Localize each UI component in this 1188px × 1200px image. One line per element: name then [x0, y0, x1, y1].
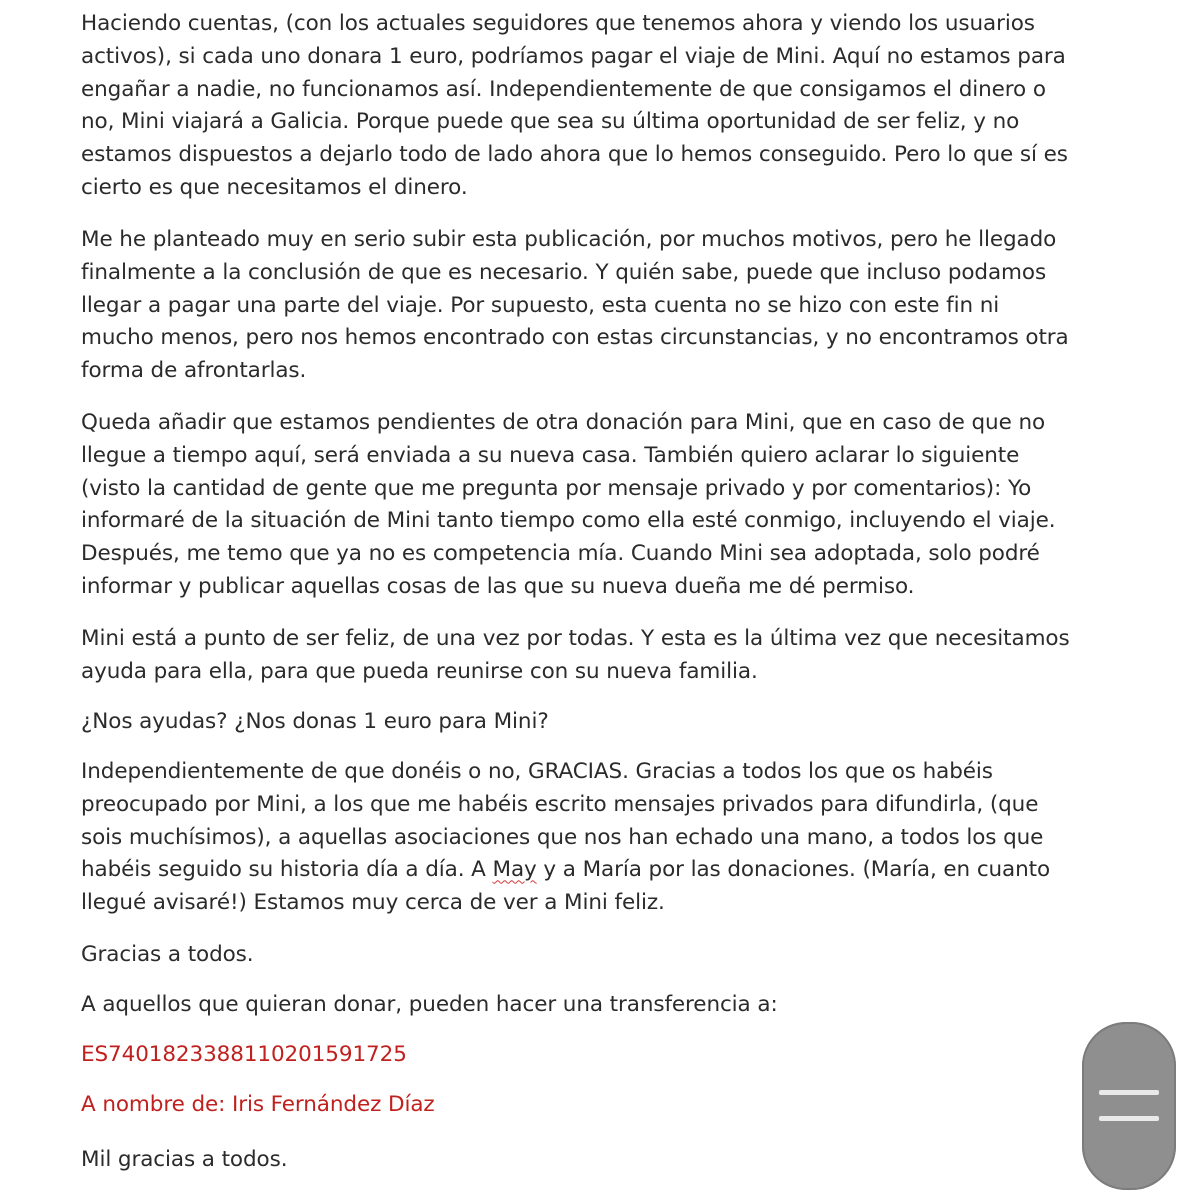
paragraph-8: A aquellos que quieran donar, pueden hacer una transferencia a:: [81, 992, 778, 1017]
grip-line-top: [1099, 1090, 1159, 1095]
paragraph-7: Gracias a todos.: [81, 942, 254, 967]
spellcheck-marked-word[interactable]: May: [492, 857, 537, 883]
paragraph-2: Me he planteado muy en serio subir esta publicación, por muchos motivos, pero he llegado finalmente a la conclusión de que es necesario. Y quién sabe, puede que incluso podamos llegar a pagar una parte del viaje. Por supuesto, esta cuenta no se hizo con este fin ni mucho menos, pero nos hemos encontrado con estas circunstancias, y no encontramos otra forma de afrontarlas.: [81, 227, 1069, 384]
paragraph-6: [81, 756, 1071, 920]
paragraph-6-text-start: Independientemente de que donéis o no, GRACIAS. Gracias a todos los que os habéis preocupado por Mini, a los que me habéis escrito mensajes privados para difundirla, (que sois muchísimos), a aquellas asociaciones que nos han echado una mano, a todos los que habéis seguido su historia día a día. A: [81, 759, 1044, 883]
paragraph-4: Mini está a punto de ser feliz, de una vez por todas. Y esta es la última vez que necesitamos ayuda para ella, para que pueda reunirse con su nueva familia.: [81, 626, 1070, 684]
paragraph-1: Haciendo cuentas, (con los actuales seguidores que tenemos ahora y viendo los usuarios activos), si cada uno donara 1 euro, podríamos pagar el viaje de Mini. Aquí no estamos para engañar a nadie, no funcionamos así. Independientemente de que consigamos el dinero o no, Mini viajará a Galicia. Porque puede que sea su última oportunidad de ser feliz, y no estamos dispuestos a dejarlo todo de lado ahora que lo hemos conseguido. Pero lo que sí es cierto es que necesitamos el dinero.: [81, 11, 1068, 200]
paragraph-9: Mil gracias a todos.: [81, 1147, 288, 1172]
paragraph-6-text-end: y a María por las donaciones. (María, en cuanto llegué avisaré!) Estamos muy cerca de ver a Mini feliz.: [81, 857, 1051, 916]
paragraph-3: Queda añadir que estamos pendientes de otra donación para Mini, que en caso de que no llegue a tiempo aquí, será enviada a su nueva casa. También quiero aclarar lo siguiente (visto la cantidad de gente que me pregunta por mensaje privado y por comentarios): Yo informaré de la situación de Mini tanto tiempo como ella esté conmigo, incluyendo el viaje. Después, me temo que ya no es competencia mía. Cuando Mini sea adoptada, solo podré informar y publicar aquellas cosas de las que su nueva dueña me dé permiso.: [81, 410, 1056, 599]
account-holder-line: A nombre de: Iris Fernández Díaz: [81, 1092, 435, 1117]
iban-line: ES7401823388110201591725: [81, 1042, 407, 1067]
paragraph-5: ¿Nos ayudas? ¿Nos donas 1 euro para Mini?: [81, 709, 549, 734]
grip-line-bottom: [1099, 1116, 1159, 1121]
drag-handle-icon[interactable]: [1082, 1022, 1176, 1190]
